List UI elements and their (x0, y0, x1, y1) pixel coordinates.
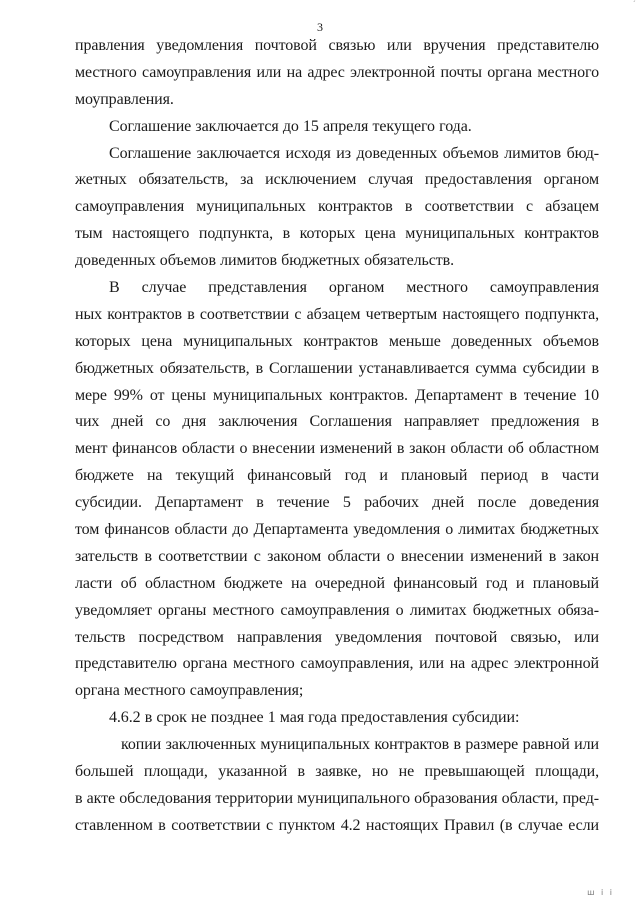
text-line: местного самоуправления или на адрес электронной почты органа местного (75, 63, 599, 81)
text-line: 4.6.2 в срок не позднее 1 мая года предоставления субсидии: (109, 709, 520, 727)
footer-mark: ш і і (587, 888, 614, 897)
text-line: тым настоящего подпункта, в которых цена муниципальных контрактов (75, 225, 599, 243)
text-line: субсидии. Департамент в течение 5 рабочих дней после доведения (75, 494, 599, 512)
corner-mark: ´ (632, 0, 636, 9)
text-line: ставленном в соответствии с пунктом 4.2 настоящих Правил (в случае если (75, 816, 599, 834)
text-line: ных контрактов в соответствии с абзацем четвертым настоящего подпункта, (75, 305, 599, 323)
text-line: доведенных объемов лимитов бюджетных обязательств. (75, 252, 454, 270)
text-line: ласти об областном бюджете на очередной финансовый год и плановый (75, 574, 599, 592)
text-line: чих дней со дня заключения Соглашения направляет предложения в (75, 413, 599, 431)
text-line: которых цена муниципальных контрактов меньше доведенных объемов (75, 332, 599, 350)
text-line: В случае представления органом местного самоуправления (109, 279, 599, 297)
text-line: моуправления. (75, 90, 174, 108)
text-line: самоуправления муниципальных контрактов в соответствии с абзацем (75, 198, 599, 216)
text-line: бюджете на текущий финансовый год и плановый период в части (75, 467, 599, 485)
text-line: бюджетных обязательств, в Соглашении устанавливается сумма субсидии в (75, 359, 599, 377)
document-body (75, 33, 599, 840)
text-line: в акте обследования территории муниципального образования области, пред- (75, 789, 599, 807)
text-line: жетных обязательств, за исключением случая предоставления органом (75, 171, 599, 189)
page-number: 3 (317, 20, 323, 34)
text-line: мере 99% от цены муниципальных контрактов. Департамент в течение 10 (75, 386, 599, 404)
text-line: мент финансов области о внесении изменений в закон области об областном (75, 440, 599, 458)
text-line: большей площади, указанной в заявке, но не превышающей площади, (75, 763, 599, 781)
text-line: Соглашение заключается исходя из доведенных объемов лимитов бюд- (109, 144, 599, 162)
text-line: уведомляет органы местного самоуправления о лимитах бюджетных обяза- (75, 601, 599, 619)
text-line: том финансов области до Департамента уведомления о лимитах бюджетных (75, 521, 599, 539)
text-line: органа местного самоуправления; (75, 682, 304, 700)
text-line: представителю органа местного самоуправления, или на адрес электронной (75, 655, 599, 673)
text-line: правления уведомления почтовой связью или вручения представителю (75, 37, 599, 54)
text-line: копии заключенных муниципальных контрактов в размере равной или (121, 736, 599, 754)
text-line: зательств в соответствии с законом области о внесении изменений в закон (75, 547, 599, 565)
text-line: Соглашение заключается до 15 апреля текущего года. (109, 117, 472, 135)
text-line: тельств посредством направления уведомления почтовой связью, или (75, 628, 599, 646)
